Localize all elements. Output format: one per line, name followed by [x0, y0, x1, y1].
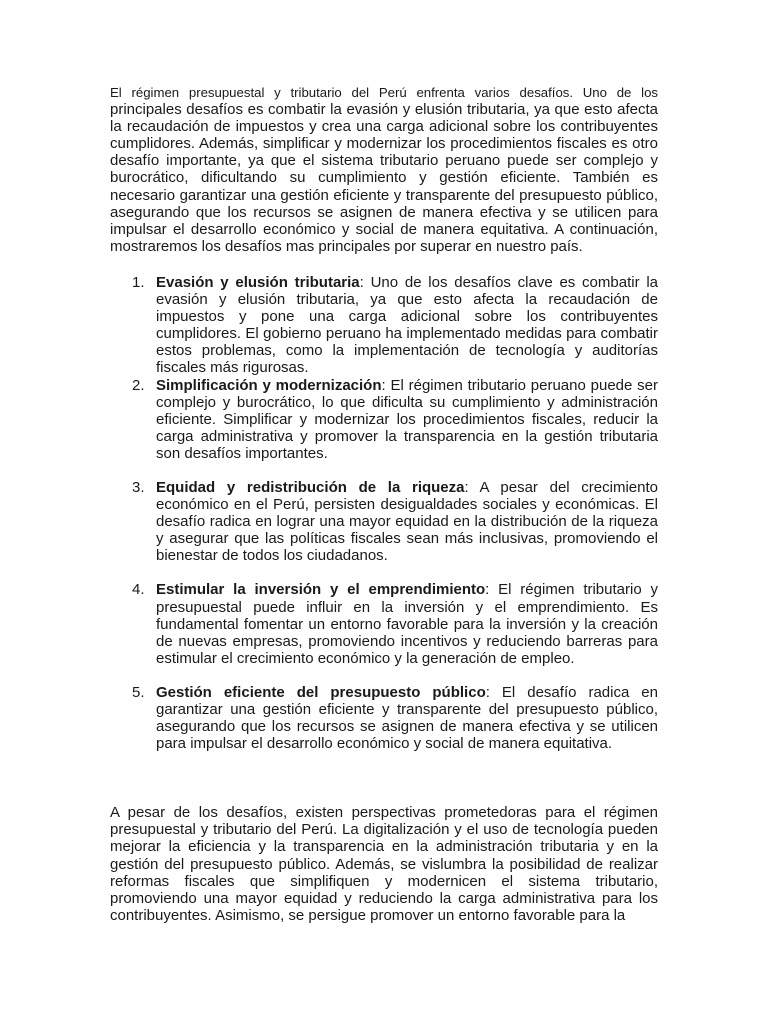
- challenge-number: 1.: [132, 273, 145, 291]
- challenge-text: : El régimen tributario y presupuestal puede influir en la inversión y el emprendimiento. Es fundamental fomentar un entorno favorable para la inversión y la creación de nuevas empresas, promoviendo incentivos y reduciendo barreras para estimular el crecimiento económico y la generación de empleo.: [156, 581, 658, 667]
- challenge-number: 5.: [132, 683, 145, 701]
- challenge-text: : El desafío radica en garantizar una gestión eficiente y transparente del presupuesto público, asegurando que los recursos se asignen de manera efectiva y se utilicen para impulsar el desarrollo económico y social de manera equitativa.: [156, 683, 658, 753]
- challenge-text: : Uno de los desafíos clave es combatir la evasión y elusión tributaria, ya que esto afecta la recaudación de impuestos y pone una carga adicional sobre los contribuyentes cumplidores. El gobierno peruano ha implementado medidas para combatir estos problemas, como la implementación de tecnología y auditorías fiscales más rigurosas.: [156, 273, 658, 377]
- challenge-number: 2.: [132, 376, 145, 394]
- closing-paragraph: A pesar de los desafíos, existen perspectivas prometedoras para el régimen presupuestal y tributario del Perú. La digitalización y el uso de tecnología pueden mejorar la eficiencia y la transparencia en la administración tributaria y en la gestión del presupuesto público. Además, se vislumbra la posibilidad de realizar reformas fiscales que simplifiquen y modernicen el sistema tributario, promoviendo una mayor equidad y reduciendo la carga administrativa para los contribuyentes. Asimismo, se persigue promover un entorno favorable para la: [110, 804, 658, 924]
- challenge-item: [110, 684, 658, 752]
- document-page: [110, 84, 658, 924]
- challenges-list: [110, 274, 658, 752]
- challenge-term: Simplificación y modernización: [156, 376, 382, 394]
- challenge-item: [110, 479, 658, 564]
- challenge-item: [110, 581, 658, 666]
- challenge-number: 3.: [132, 478, 145, 496]
- challenge-text: : El régimen tributario peruano puede ser complejo y burocrático, lo que dificulta su cumplimiento y administración eficiente. Simplificar y modernizar los procedimientos fiscales, reducir la carga administrativa y promover la transparencia en la gestión tributaria son desafíos importantes.: [156, 376, 658, 462]
- challenge-item: [110, 377, 658, 462]
- challenge-term: Gestión eficiente del presupuesto público: [156, 683, 486, 701]
- challenge-term: Equidad y redistribución de la riqueza: [156, 478, 465, 496]
- challenge-term: Estimular la inversión y el emprendimiento: [156, 581, 486, 599]
- intro-body: principales desafíos es combatir la evasión y elusión tributaria, ya que esto afecta la recaudación de impuestos y crea una carga adicional sobre los contribuyentes cumplidores. Además, simplificar y modernizar los procedimientos fiscales es otro desafío importante, ya que el sistema tributario peruano puede ser complejo y burocrático, dificultando su cumplimiento y gestión eficiente. También es necesario garantizar una gestión eficiente y transparente del presupuesto público, asegurando que los recursos se asignen de manera efectiva y se utilicen para impulsar el desarrollo económico y social de manera equitativa. A continuación, mostraremos los desafíos mas principales por superar en nuestro país.: [110, 101, 658, 255]
- challenge-term: Evasión y elusión tributaria: [156, 273, 360, 291]
- challenge-number: 4.: [132, 581, 145, 599]
- intro-first-line: El régimen presupuestal y tributario del Perú enfrenta varios desafíos. Uno de los: [110, 85, 658, 100]
- intro-paragraph: [110, 84, 658, 255]
- challenge-item: [110, 274, 658, 377]
- challenge-text: : A pesar del crecimiento económico en el Perú, persisten desigualdades sociales y económicas. El desafío radica en lograr una mayor equidad en la distribución de la riqueza y asegurar que las políticas fiscales sean más inclusivas, promoviendo el bienestar de todos los ciudadanos.: [156, 478, 659, 565]
